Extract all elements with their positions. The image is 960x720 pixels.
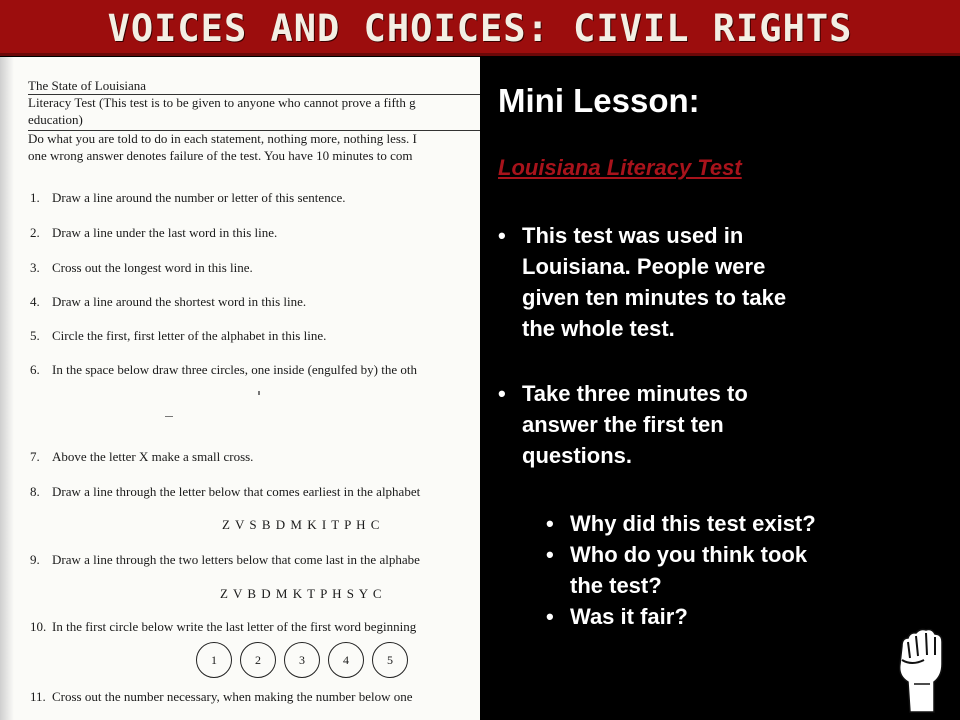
header-rule <box>28 94 480 95</box>
sub-bullet-why-exist <box>546 508 816 539</box>
header-education: education) <box>28 112 83 127</box>
scan-speck <box>165 416 173 417</box>
circle-4: 4 <box>328 642 364 678</box>
bullet-test-usage <box>498 220 787 344</box>
bullet-dot: • <box>498 381 506 406</box>
scan-edge-shadow <box>0 57 14 720</box>
header-state: The State of Louisiana <box>28 78 147 93</box>
mini-lesson-panel <box>480 57 960 720</box>
circle-2: 2 <box>240 642 276 678</box>
bullet-text-line: Take three minutes to <box>522 381 748 406</box>
bullet-dot: • <box>546 511 554 536</box>
question-4: 4. Draw a line around the shortest word in this line. <box>30 294 307 309</box>
question-8: 8. Draw a line through the letter below that comes earliest in the alphabet <box>30 484 421 499</box>
header-instructions: Do what you are told to do in each statement, nothing more, nothing less. I <box>28 131 417 146</box>
bullet-dot: • <box>546 542 554 567</box>
header-test-line: Literacy Test (This test is to be given to anyone who cannot prove a fifth g <box>28 95 416 110</box>
question-7: 7. Above the letter X make a small cross. <box>30 449 254 464</box>
header-rule <box>28 130 480 131</box>
question-9: 9. Draw a line through the two letters below that come last in the alphabe <box>30 552 420 567</box>
bullet-text-line: Louisiana. People were <box>522 254 766 279</box>
circle-5: 5 <box>372 642 408 678</box>
literacy-test-document <box>0 57 480 720</box>
bullet-dot: • <box>498 223 506 248</box>
question-3: 3. Cross out the longest word in this line. <box>30 260 253 275</box>
bullet-text-line: given ten minutes to take <box>522 285 787 310</box>
bullet-text-line: the whole test. <box>522 316 675 341</box>
question-10: 10. In the first circle below write the last letter of the first word beginning <box>30 619 417 634</box>
bullet-text-line: Was it fair? <box>570 604 688 629</box>
letter-row-2: Z V B D M K T P H S Y C <box>220 586 383 601</box>
document-header <box>28 77 480 164</box>
bullet-dot: • <box>546 604 554 629</box>
sub-bullet-was-fair <box>546 601 688 632</box>
circle-1: 1 <box>196 642 232 678</box>
circle-3: 3 <box>284 642 320 678</box>
question-1: 1. Draw a line around the number or letter of this sentence. <box>30 190 346 205</box>
question-11: 11. Cross out the number necessary, when making the number below one <box>30 689 413 704</box>
lesson-title: Mini Lesson: <box>498 82 700 119</box>
bullet-take-three-minutes <box>498 378 748 471</box>
bullet-text-line: Why did this test exist? <box>570 511 816 536</box>
question-5: 5. Circle the first, first letter of the alphabet in this line. <box>30 328 327 343</box>
bullet-text-line: answer the first ten <box>522 412 724 437</box>
question-2: 2. Draw a line under the last word in this line. <box>30 225 278 240</box>
title-banner <box>0 0 960 56</box>
header-instructions-cont: one wrong answer denotes failure of the test. You have 10 minutes to com <box>28 148 413 163</box>
scan-speck <box>258 391 260 395</box>
banner-title: VOICES AND CHOICES: CIVIL RIGHTS <box>107 7 853 50</box>
sub-bullet-who-took <box>546 539 808 601</box>
raised-fist-icon <box>890 624 950 714</box>
letter-row-1: Z V S B D M K I T P H C <box>222 517 381 532</box>
question-6: 6. In the space below draw three circles, one inside (engulfed by) the oth <box>30 362 417 377</box>
bullet-text-line: the test? <box>570 573 662 598</box>
bullet-text-line: This test was used in <box>522 223 744 248</box>
lesson-subtitle: Louisiana Literacy Test <box>498 155 742 180</box>
bullet-text-line: questions. <box>522 443 633 468</box>
bullet-text-line: Who do you think took <box>570 542 808 567</box>
